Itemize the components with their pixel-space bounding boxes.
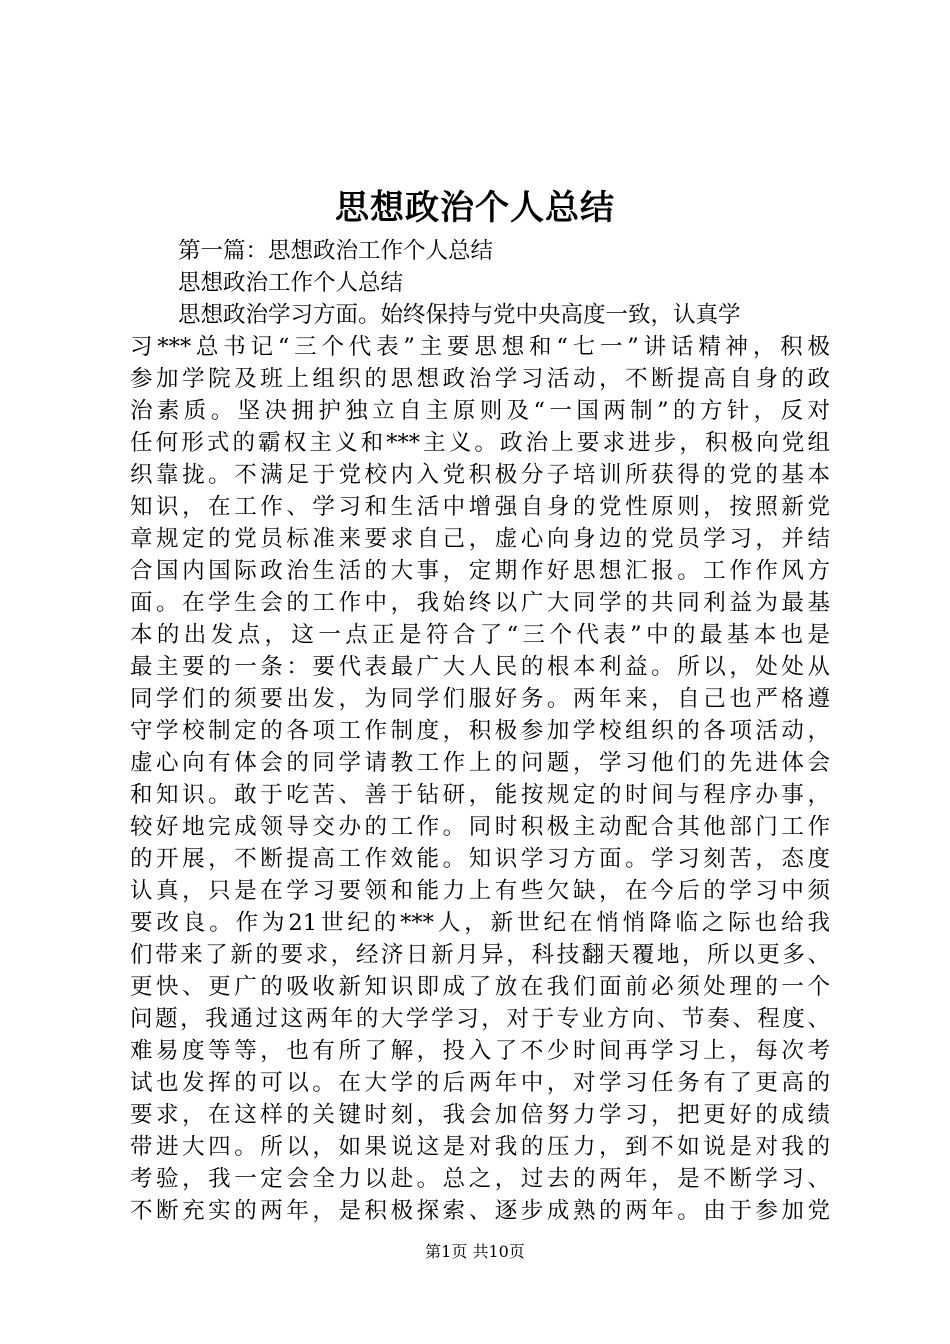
paragraph-line: 治素质。坚决拥护独立自主原则及“一国两制”的方针，反对 [130,398,830,424]
paragraph-line: 要改良。作为21世纪的***人，新世纪在悄悄降临之际也给我 [130,910,830,936]
paragraph-line: 不断充实的两年，是积极探索、逐步成熟的两年。由于参加党 [130,1198,830,1224]
chapter-heading: 第一篇：思想政治工作个人总结 [178,238,494,264]
paragraph-line: 习***总书记“三个代表”主要思想和“七一”讲话精神，积极 [130,334,830,360]
paragraph-line: 守学校制定的各项工作制度，积极参加学校组织的各项活动， [130,718,830,744]
paragraph-line: 参加学院及班上组织的思想政治学习活动，不断提高自身的政 [130,366,830,392]
paragraph-line: 知识，在工作、学习和生活中增强自身的党性原则，按照新党 [130,494,830,520]
paragraph-line: 们带来了新的要求，经济日新月异，科技翻天覆地，所以更多、 [130,942,830,968]
paragraph-line: 任何形式的霸权主义和***主义。政治上要求进步，积极向党组 [130,430,830,456]
paragraph-line: 的开展，不断提高工作效能。知识学习方面。学习刻苦，态度 [130,846,830,872]
paragraph-line: 最主要的一条：要代表最广大人民的根本利益。所以，处处从 [130,654,830,680]
paragraph-line: 和知识。敢于吃苦、善于钻研，能按规定的时间与程序办事， [130,782,830,808]
paragraph-line: 本的出发点，这一点正是符合了“三个代表”中的最基本也是 [130,622,830,648]
paragraph-line: 较好地完成领导交办的工作。同时积极主动配合其他部门工作 [130,814,830,840]
paragraph-line: 问题，我通过这两年的大学学习，对于专业方向、节奏、程度、 [130,1006,830,1032]
paragraph-line: 要求，在这样的关键时刻，我会加倍努力学习，把更好的成绩 [130,1102,830,1128]
paragraph-line: 章规定的党员标准来要求自己，虚心向身边的党员学习，并结 [130,526,830,552]
paragraph-line: 虚心向有体会的同学请教工作上的问题，学习他们的先进体会 [130,750,830,776]
paragraph-line: 更快、更广的吸收新知识即成了放在我们面前必须处理的一个 [130,974,830,1000]
paragraph-line: 带进大四。所以，如果说这是对我的压力，到不如说是对我的 [130,1134,830,1160]
paragraph-line: 试也发挥的可以。在大学的后两年中，对学习任务有了更高的 [130,1070,830,1096]
document-body [130,235,830,1227]
paragraph-line: 难易度等等，也有所了解，投入了不少时间再学习上，每次考 [130,1038,830,1064]
page-number-footer: 第1页 共10页 [425,1242,525,1261]
paragraph-line: 织靠拢。不满足于党校内入党积极分子培训所获得的党的基本 [130,462,830,488]
section-subheading: 思想政治工作个人总结 [178,270,404,296]
paragraph-line: 考验，我一定会全力以赴。总之，过去的两年，是不断学习、 [130,1166,830,1192]
paragraph-line: 合国内国际政治生活的大事，定期作好思想汇报。工作作风方 [130,558,830,584]
paragraph-line: 同学们的须要出发，为同学们服好务。两年来，自己也严格遵 [130,686,830,712]
paragraph-line: 认真，只是在学习要领和能力上有些欠缺，在今后的学习中须 [130,878,830,904]
document-title: 思想政治个人总结 [335,188,615,228]
paragraph-line: 思想政治学习方面。始终保持与党中央高度一致，认真学 [178,302,741,328]
paragraph-line: 面。在学生会的工作中，我始终以广大同学的共同利益为最基 [130,590,830,616]
